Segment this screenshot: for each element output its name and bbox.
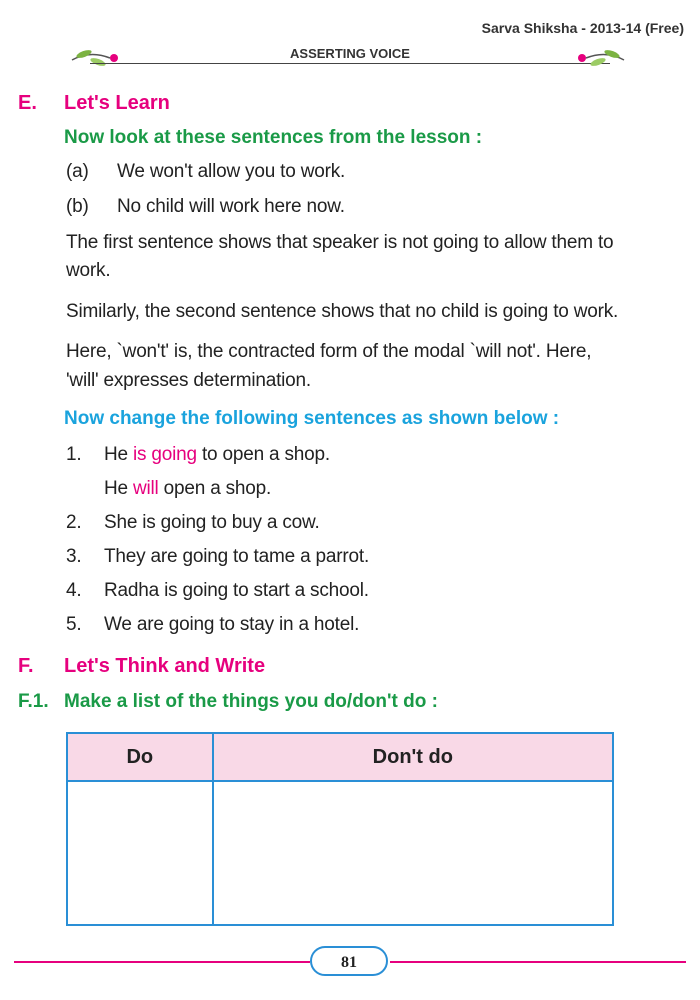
section-f-title: Let's Think and Write — [64, 655, 266, 677]
header-rule — [90, 63, 610, 64]
column-header-do: Do — [67, 733, 213, 781]
do-cell[interactable] — [67, 781, 213, 925]
item-2-number: 2. — [66, 512, 82, 533]
section-f-letter: F. — [18, 655, 34, 677]
answer-1-highlight: will — [132, 478, 159, 499]
series-label: Sarva Shiksha - 2013-14 (Free) — [481, 20, 684, 36]
answer-1 — [104, 474, 271, 504]
leaf-ornament-right-icon — [570, 46, 626, 68]
paragraph-3-line-2: 'will' expresses determination. — [66, 370, 311, 391]
item-1-pre: He — [104, 444, 133, 465]
paragraph-1-line-2: work. — [66, 260, 111, 281]
item-1-highlight: is going — [132, 444, 197, 465]
section-e-prompt: Now look at these sentences from the lesson : — [64, 127, 483, 148]
paragraph-1-line-1: The first sentence shows that speaker is not going to allow them to — [66, 232, 614, 253]
exercise-instruction: Now change the following sentences as shown below : — [64, 408, 560, 429]
dont-do-cell[interactable] — [213, 781, 613, 925]
item-3-text: They are going to tame a parrot. — [104, 546, 370, 567]
example-a-text: We won't allow you to work. — [117, 161, 346, 182]
paragraph-2: Similarly, the second sentence shows that no child is going to work. — [66, 301, 619, 322]
item-3-number: 3. — [66, 546, 82, 567]
example-b-label: (b) — [66, 196, 89, 217]
item-5-number: 5. — [66, 614, 82, 635]
answer-1-post: open a shop. — [158, 478, 272, 499]
item-4-number: 4. — [66, 580, 82, 601]
item-2-text: She is going to buy a cow. — [104, 512, 320, 533]
do-dont-table — [66, 732, 614, 926]
chapter-title: ASSERTING VOICE — [290, 46, 410, 61]
item-4-text: Radha is going to start a school. — [104, 580, 369, 601]
page-number: 81 — [310, 946, 388, 976]
column-header-dont-do: Don't do — [213, 733, 613, 781]
item-1 — [104, 440, 330, 470]
section-e-letter: E. — [18, 92, 37, 114]
footer-rule-right — [390, 961, 686, 963]
section-f1-label: F.1. — [18, 691, 49, 712]
answer-1-pre: He — [104, 478, 133, 499]
item-5-text: We are going to stay in a hotel. — [104, 614, 360, 635]
item-1-post: to open a shop. — [196, 444, 330, 465]
section-f1-title: Make a list of the things you do/don't do : — [64, 691, 438, 712]
example-a-label: (a) — [66, 161, 89, 182]
footer-rule-left — [14, 961, 310, 963]
example-b-text: No child will work here now. — [117, 196, 345, 217]
paragraph-3-line-1: Here, `won't' is, the contracted form of the modal `will not'. Here, — [66, 341, 592, 362]
item-1-number: 1. — [66, 444, 82, 465]
section-e-title: Let's Learn — [64, 92, 170, 114]
